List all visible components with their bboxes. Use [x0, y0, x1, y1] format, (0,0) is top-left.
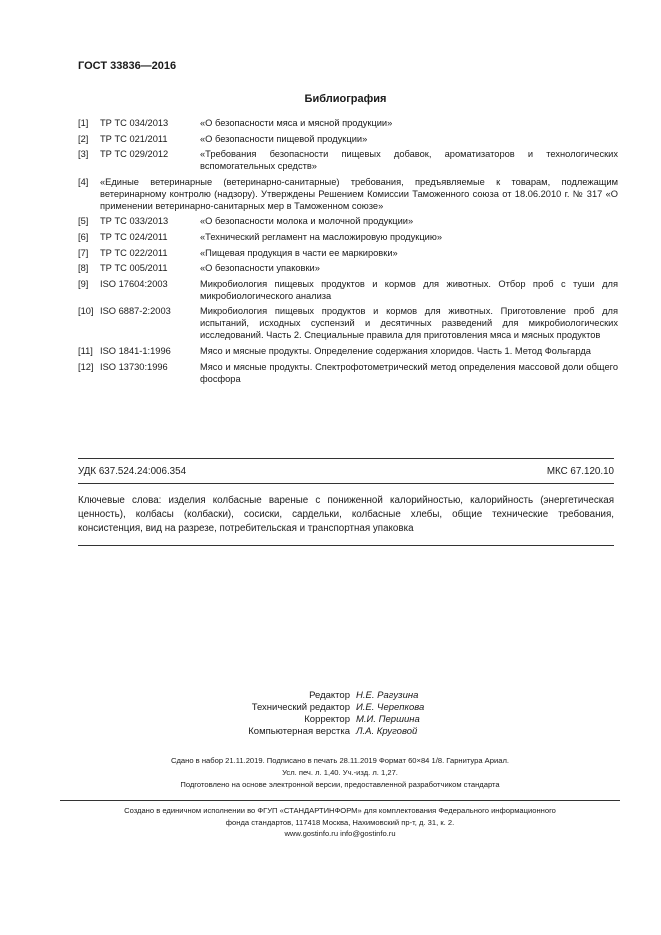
item-text: Мясо и мясные продукты. Спектрофотометрический метод определения массовой доли общего фосфора [200, 361, 618, 384]
item-number: [8] [78, 263, 89, 274]
item-code: ISO 17604:2003 [100, 278, 168, 289]
item-text: Микробиология пищевых продуктов и кормов для животных. Отбор проб с туши для микробиологического анализа [200, 278, 618, 301]
credit-row [200, 690, 510, 702]
credit-role: Компьютерная верстка [248, 726, 350, 737]
bibliography-list [78, 117, 618, 388]
item-number: [3] [78, 149, 89, 160]
item-number: [4] [78, 176, 89, 187]
mks-code: МКС 67.120.10 [546, 466, 614, 477]
credit-name: Л.А. Круговой [356, 726, 418, 737]
bibliography-item [78, 117, 618, 129]
item-number: [6] [78, 231, 89, 242]
bibliography-item [78, 215, 618, 227]
item-code: ISO 6887-2:2003 [100, 306, 171, 317]
printing-info [60, 755, 620, 791]
credit-role: Редактор [309, 690, 350, 701]
bibliography-item [78, 361, 618, 385]
credits [200, 690, 510, 738]
item-code: ТР ТС 005/2011 [100, 263, 168, 274]
item-text: «О безопасности мяса и мясной продукции» [200, 118, 393, 128]
item-code: ТР ТС 021/2011 [100, 133, 168, 144]
item-text: «О безопасности молока и молочной продукции» [200, 216, 414, 227]
standard-number: ГОСТ 33836—2016 [78, 60, 177, 72]
item-number: [10] [78, 306, 94, 317]
divider [78, 545, 614, 546]
item-code: ТР ТС 033/2013 [100, 216, 169, 227]
item-text: «Требования безопасности пищевых добавок, ароматизаторов и технологических вспомогательных средств» [200, 149, 618, 172]
credit-role: Корректор [304, 714, 350, 725]
credit-row [200, 726, 510, 738]
credit-role: Технический редактор [251, 702, 350, 713]
item-number: [7] [78, 247, 89, 258]
item-code: ТР ТС 024/2011 [100, 231, 168, 242]
item-number: [5] [78, 216, 89, 227]
item-text: «Единые ветеринарные (ветеринарно-санитарные) требования, предъявляемые к товарам, подлежащим ветеринарному контролю (надзору). Утверждены Решением Комиссии Таможенного союза от 18.06.2010 г. № 317 «О применении ветеринарно-санитарных мер в Таможенном союзе» [100, 176, 618, 211]
bibliography-item [78, 148, 618, 172]
bibliography-item [78, 345, 618, 357]
credit-name: Н.Е. Рагузина [356, 690, 419, 701]
bibliography-item [78, 262, 618, 274]
item-number: [1] [78, 118, 89, 128]
credit-row [200, 714, 510, 726]
item-number: [11] [78, 345, 93, 356]
item-code: ТР ТС 034/2013 [100, 118, 169, 128]
credit-row [200, 702, 510, 714]
item-code: ТР ТС 029/2012 [100, 149, 169, 160]
printing-line: Сдано в набор 21.11.2019. Подписано в печать 28.11.2019 Формат 60×84 1/8. Гарнитура Ариал. [171, 756, 509, 765]
item-number: [2] [78, 133, 89, 144]
divider [60, 800, 620, 801]
item-number: [12] [78, 361, 94, 372]
item-text: «О безопасности упаковки» [200, 263, 320, 274]
bibliography-title: Библиография [304, 93, 387, 105]
item-number: [9] [78, 278, 89, 289]
keywords: Ключевые слова: изделия колбасные вареные с пониженной калорийностью, калорийность (энергетическая ценность), колбасы (колбаски), сосиски, сардельки, колбасные хлебы, общие технические требования, консистенция, вид на разрезе, потребительская и транспортная упаковка [78, 495, 614, 534]
bibliography-item [78, 231, 618, 243]
item-text: «Технический регламент на масложировую продукцию» [200, 231, 442, 242]
bibliography-item [78, 305, 618, 341]
bibliography-item [78, 133, 618, 145]
divider [78, 458, 614, 459]
item-text: «Пищевая продукция в части ее маркировки» [200, 247, 398, 258]
item-text: «О безопасности пищевой продукции» [200, 133, 368, 144]
udk-code: УДК 637.524.24:006.354 [78, 466, 187, 477]
divider [78, 483, 614, 484]
credit-name: И.Е. Черепкова [356, 702, 425, 713]
item-code: ISO 13730:1996 [100, 361, 168, 372]
item-text: Мясо и мясные продукты. Определение содержания хлоридов. Часть 1. Метод Фольгарда [200, 345, 591, 356]
item-code: ТР ТС 022/2011 [100, 247, 168, 258]
printing-line: Подготовлено на основе электронной версии, предоставленной разработчиком стандарта [180, 780, 500, 789]
item-code: ISO 1841-1:1996 [100, 345, 171, 356]
printing-line: Усл. печ. л. 1,40. Уч.-изд. л. 1,27. [282, 768, 398, 777]
footer-line: Создано в единичном исполнении во ФГУП «СТАНДАРТИНФОРМ» для комплектования Федерального информационного [124, 806, 556, 815]
bibliography-item [78, 176, 618, 212]
credit-name: М.И. Першина [356, 714, 420, 725]
bibliography-item [78, 278, 618, 302]
publisher-footer [60, 805, 620, 840]
item-text: Микробиология пищевых продуктов и кормов для животных. Приготовление проб для испытаний, исходных суспензий и десятичных разведений для микробиологических исследований. Часть 2. Специальные правила для приготовления мяса и мясных продуктов [200, 306, 618, 341]
bibliography-item [78, 247, 618, 259]
footer-line: фонда стандартов, 117418 Москва, Нахимовский пр-т, д. 31, к. 2. [225, 817, 455, 827]
footer-links: www.gostinfo.ru info@gostinfo.ru [284, 829, 396, 838]
